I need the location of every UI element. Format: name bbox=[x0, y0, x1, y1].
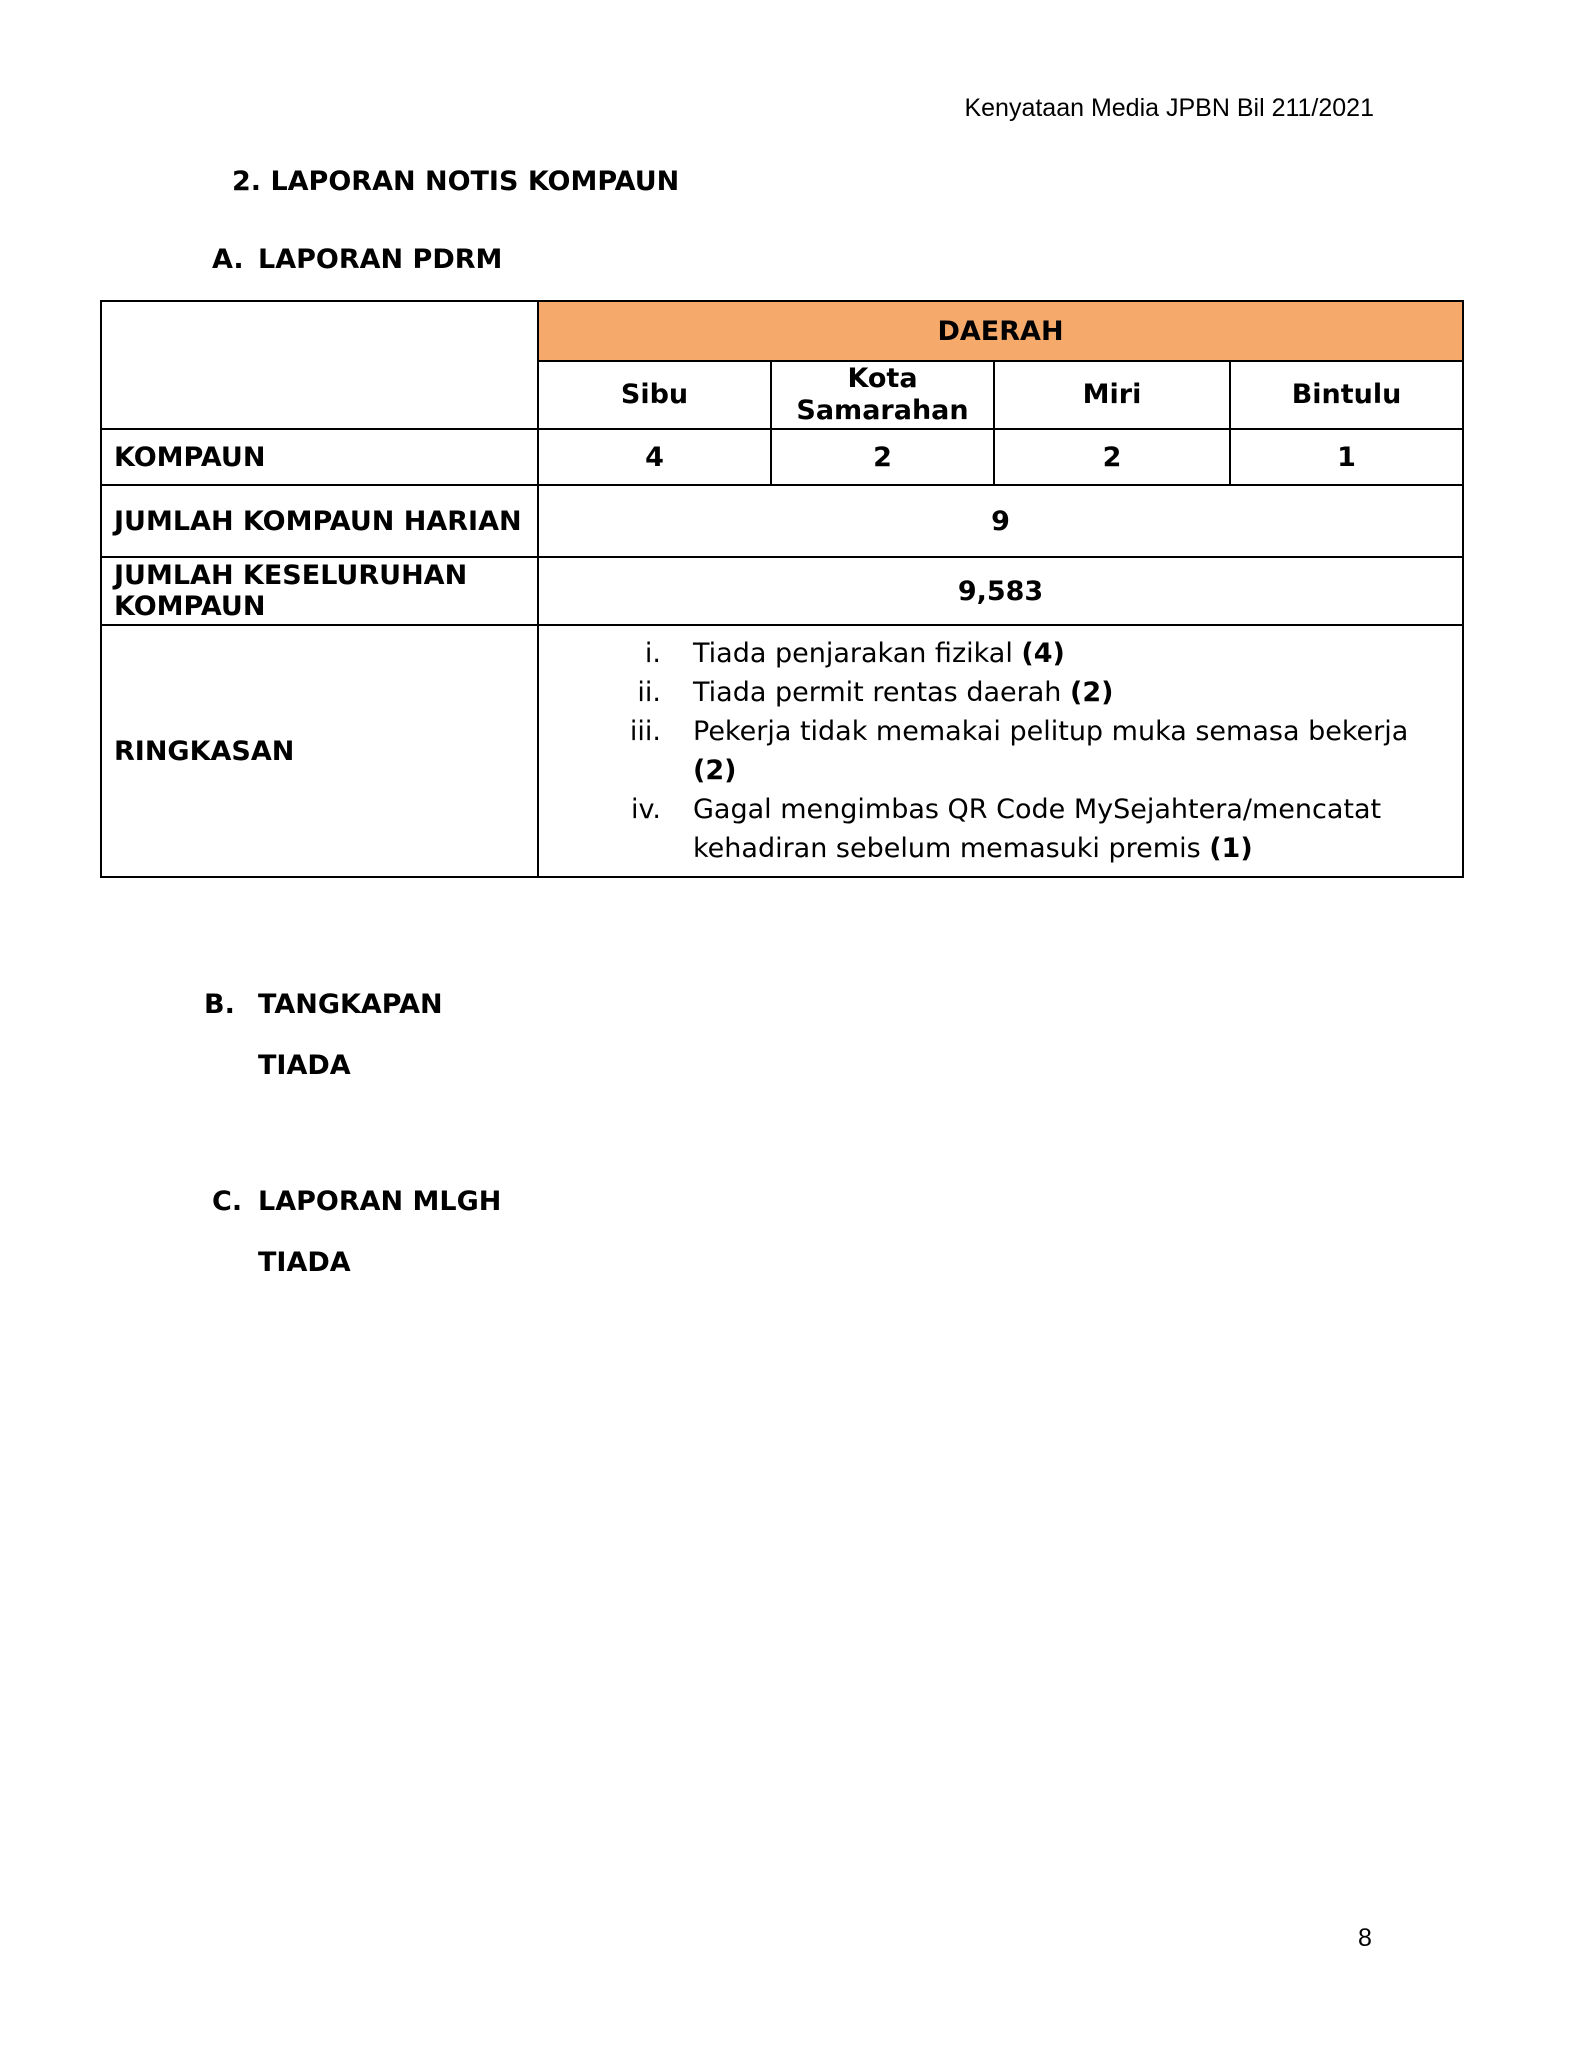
compound-report-table bbox=[100, 300, 1464, 878]
part-c-note: TIADA bbox=[258, 1247, 351, 1278]
document-reference: Kenyataan Media JPBN Bil 211/2021 bbox=[964, 94, 1374, 122]
district-header: Kota Samarahan bbox=[771, 361, 994, 429]
overall-total-label: JUMLAH KESELURUHAN KOMPAUN bbox=[101, 557, 538, 625]
section-title: 2. LAPORAN NOTIS KOMPAUN bbox=[232, 166, 680, 197]
part-b-heading bbox=[204, 989, 443, 1020]
kompaun-label: KOMPAUN bbox=[101, 429, 538, 485]
kompaun-value: 4 bbox=[538, 429, 771, 485]
summary-item-count: (2) bbox=[693, 755, 737, 786]
summary-item-text: Tiada permit rentas daerah bbox=[693, 677, 1070, 708]
summary-label: RINGKASAN bbox=[101, 625, 538, 877]
district-header: Sibu bbox=[538, 361, 771, 429]
summary-item-count: (2) bbox=[1069, 677, 1114, 708]
overall-total-value: 9,583 bbox=[538, 557, 1463, 625]
part-a-title: LAPORAN PDRM bbox=[258, 244, 503, 275]
kompaun-value: 1 bbox=[1230, 429, 1463, 485]
summary-item bbox=[591, 790, 1450, 868]
summary-item-text: Tiada penjarakan fizikal bbox=[693, 638, 1022, 669]
summary-item-number: iii. bbox=[629, 716, 661, 747]
part-b-title: TANGKAPAN bbox=[258, 989, 443, 1020]
summary-item-number: i. bbox=[644, 638, 661, 669]
kompaun-value: 2 bbox=[994, 429, 1230, 485]
part-c-letter: C. bbox=[212, 1186, 243, 1217]
summary-item-count: (1) bbox=[1209, 833, 1253, 864]
part-b-note: TIADA bbox=[258, 1050, 351, 1081]
summary-item bbox=[591, 634, 1450, 673]
kompaun-value: 2 bbox=[771, 429, 994, 485]
part-c-heading bbox=[212, 1186, 501, 1217]
daily-total-value: 9 bbox=[538, 485, 1463, 557]
district-header: Miri bbox=[994, 361, 1230, 429]
daily-total-label: JUMLAH KOMPAUN HARIAN bbox=[101, 485, 538, 557]
part-a-letter: A. bbox=[212, 244, 244, 275]
table-corner-cell bbox=[101, 301, 538, 429]
district-header: Bintulu bbox=[1230, 361, 1463, 429]
summary-item bbox=[591, 673, 1450, 712]
part-a-heading bbox=[212, 244, 502, 275]
summary-cell bbox=[538, 625, 1463, 877]
part-c-title: LAPORAN MLGH bbox=[258, 1186, 502, 1217]
part-b-letter: B. bbox=[204, 989, 235, 1020]
summary-item bbox=[591, 712, 1450, 790]
summary-item-count: (4) bbox=[1021, 638, 1065, 669]
summary-item-text: Pekerja tidak memakai pelitup muka semasa bekerja bbox=[693, 716, 1409, 747]
district-group-header: DAERAH bbox=[538, 301, 1463, 361]
summary-list bbox=[551, 634, 1450, 868]
page-number: 8 bbox=[1358, 1924, 1372, 1952]
summary-item-number: ii. bbox=[637, 677, 661, 708]
summary-item-number: iv. bbox=[631, 794, 661, 825]
summary-item-text: Gagal mengimbas QR Code MySejahtera/mencatat kehadiran sebelum memasuki premis bbox=[693, 794, 1382, 864]
